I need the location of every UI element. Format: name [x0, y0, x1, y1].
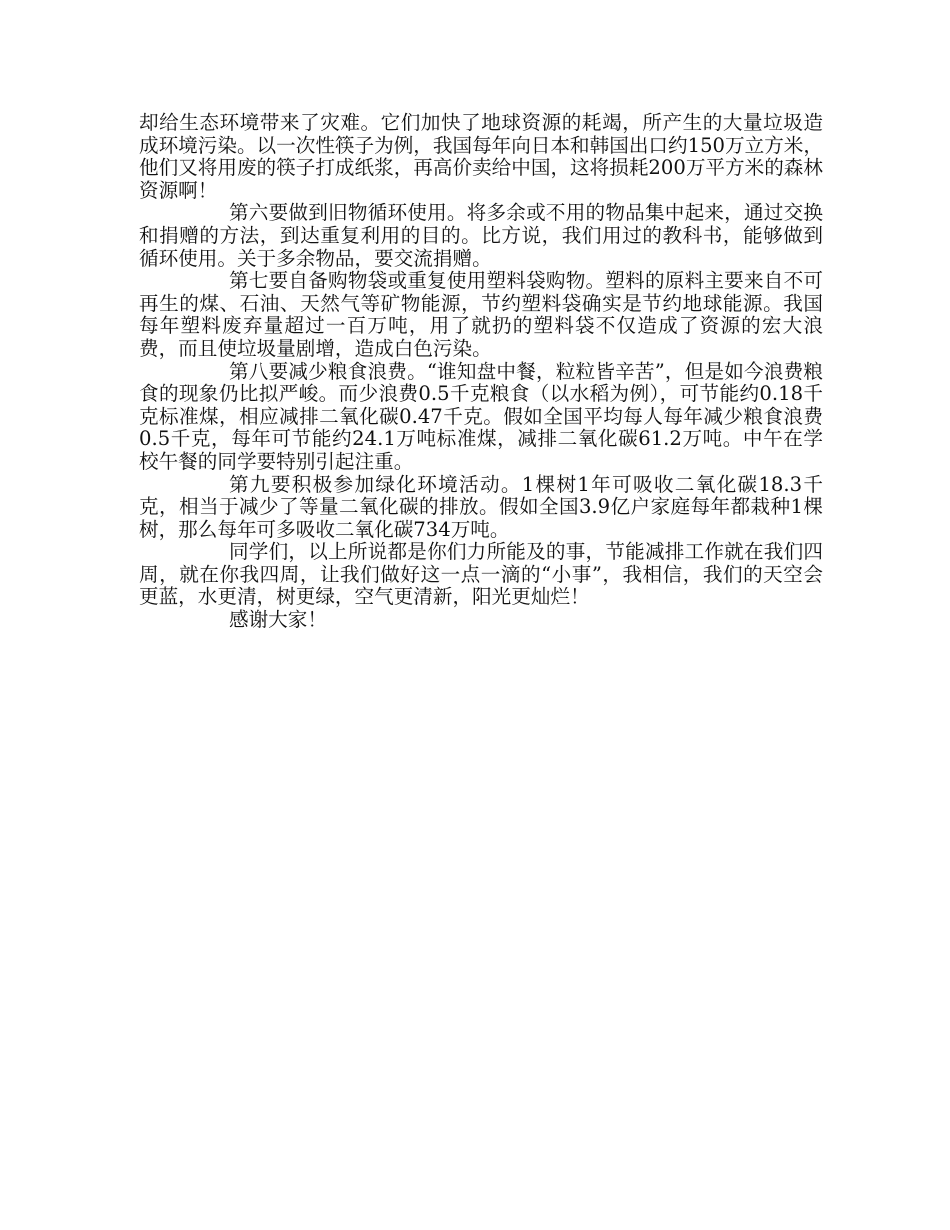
document-body — [139, 112, 823, 632]
paragraph-thanks: 感谢大家！ — [229, 608, 327, 632]
paragraph-closing: 同学们，以上所说都是你们力所能及的事，节能减排工作就在我们四周，就在你我四周，让我们做好这一点一滴的“小事”，我相信，我们的天空会更蓝，水更清，树更绿，空气更清新，阳光更灿烂！ — [139, 540, 823, 609]
paragraph-food-waste: 第八要减少粮食浪费。“谁知盘中餐，粒粒皆辛苦”，但是如今浪费粮食的现象仍比拟严峻。而少浪费0.5千克粮食（以水稻为例），可节能约0.18千克标准煤，相应减排二氧化碳0.47千克。假如全国平均每人每年减少粮食浪费0.5千克，每年可节能约24.1万吨标准煤，减排二氧化碳61.2万吨。中午在学校午餐的同学要特别引起注重。 — [139, 359, 823, 473]
paragraph-greening: 第九要积极参加绿化环境活动。1棵树1年可吸收二氧化碳18.3千克，相当于减少了等量二氧化碳的排放。假如全国3.9亿户家庭每年都栽种1棵树，那么每年可多吸收二氧化碳734万吨。 — [139, 472, 823, 541]
paragraph-resources: 却给生态环境带来了灾难。它们加快了地球资源的耗竭，所产生的大量垃圾造成环境污染。以一次性筷子为例，我国每年向日本和韩国出口约150万立方米，他们又将用废的筷子打成纸浆，再高价卖给中国，这将损耗200万平方米的森林资源啊！ — [139, 111, 823, 202]
paragraph-reuse-items: 第六要做到旧物循环使用。将多余或不用的物品集中起来，通过交换和捐赠的方法，到达重复利用的目的。比方说，我们用过的教科书，能够做到循环使用。关于多余物品，要交流捐赠。 — [139, 201, 823, 270]
paragraph-shopping-bags: 第七要自备购物袋或重复使用塑料袋购物。塑料的原料主要来自不可再生的煤、石油、天然气等矿物能源，节约塑料袋确实是节约地球能源。我国每年塑料废弃量超过一百万吨，用了就扔的塑料袋不仅造成了资源的宏大浪费，而且使垃圾量剧增，造成白色污染。 — [139, 269, 823, 360]
